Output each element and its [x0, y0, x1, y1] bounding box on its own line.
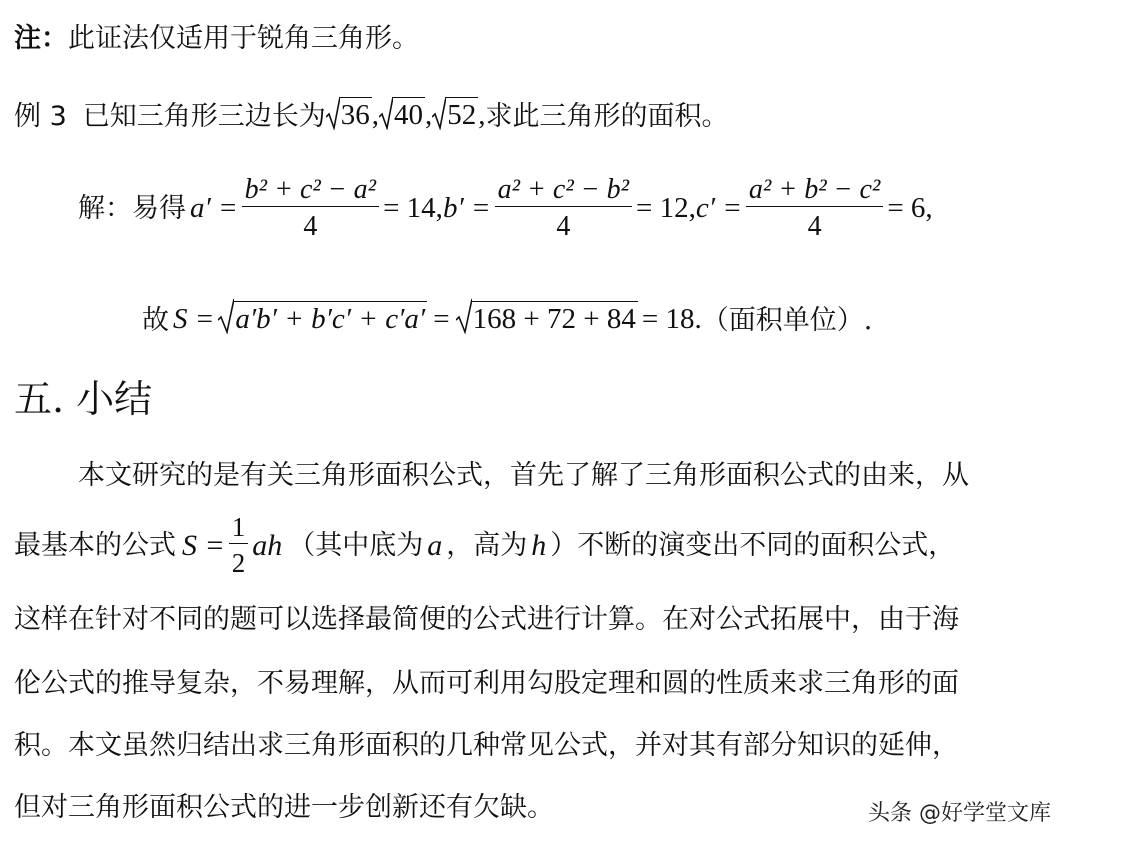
sqrt-52	[432, 96, 478, 130]
solution-label: 解：	[78, 193, 132, 224]
summary-line2-mid1: （其中底为	[288, 530, 424, 561]
frac3-result: = 6,	[887, 192, 933, 224]
frac3-denominator: 4	[807, 211, 822, 242]
frac3-numerator: a² + b² − c²	[748, 174, 881, 205]
frac2-lhs: b′ =	[442, 192, 491, 224]
summary-line2-mid2: ，高为	[446, 530, 528, 561]
summary-line-4: 伦公式的推导复杂，不易理解，从而可利用勾股定理和圆的性质来求三角形的面	[14, 668, 959, 699]
formula-fraction	[229, 514, 249, 577]
solution-line-1	[78, 176, 933, 241]
frac1	[242, 176, 379, 241]
summary-line-1: 本文研究的是有关三角形面积公式，首先了解了三角形面积公式的由来，从	[78, 460, 969, 491]
sqrt-area-2	[456, 298, 638, 334]
area-unit: （面积单位）.	[701, 305, 873, 336]
watermark: 头条 @好学堂文库	[868, 801, 1051, 826]
sqrt-40	[379, 96, 425, 130]
summary-line-2	[14, 514, 955, 577]
equals-sign: =	[433, 303, 450, 335]
frac1-denominator: 4	[303, 211, 318, 242]
frac2-denominator: 4	[556, 211, 571, 242]
frac2-result: = 12,	[636, 192, 696, 224]
summary-line-3: 这样在针对不同的题可以选择最简便的公式进行计算。在对公式拓展中，由于海	[14, 604, 959, 635]
section-heading: 五. 小结	[14, 377, 153, 421]
area-lhs: S =	[173, 303, 215, 335]
note-label: 注：	[14, 23, 68, 54]
example-3-line: 例 3 已知三角形三边长为 36 , 40 , 52 , 求此三角形的面积。	[14, 96, 729, 130]
note-line	[14, 25, 419, 52]
sqrt-area-1	[218, 298, 427, 334]
root-expression-1: a′b′ + b′c′ + c′a′	[235, 302, 426, 335]
root-expression-2: 168 + 72 + 84	[472, 302, 636, 335]
area-result: = 18.	[641, 303, 702, 335]
example-label: 例 3	[14, 101, 67, 132]
formula-numerator: 1	[231, 512, 246, 542]
formula-lhs: S =	[182, 528, 225, 562]
side-1: 36	[340, 98, 370, 131]
frac3-lhs: c′ =	[695, 192, 742, 224]
frac2	[495, 176, 632, 241]
var-a: a	[427, 528, 443, 562]
summary-line2-pre: 最基本的公式	[14, 530, 176, 561]
example-text-after: 求此三角形的面积。	[485, 101, 729, 132]
sqrt-36	[326, 96, 372, 130]
frac1-result: = 14,	[383, 192, 443, 224]
side-3: 52	[447, 98, 477, 131]
note-text: 此证法仅适用于锐角三角形。	[68, 23, 419, 54]
summary-line-6: 但对三角形面积公式的进一步创新还有欠缺。	[14, 792, 554, 823]
formula-rhs: ah	[252, 528, 283, 562]
formula-denominator: 2	[231, 548, 246, 578]
frac2-numerator: a² + c² − b²	[497, 174, 630, 205]
solution-line2-lead: 故	[142, 305, 169, 336]
frac1-numerator: b² + c² − a²	[244, 174, 377, 205]
var-h: h	[531, 528, 547, 562]
solution-line-2	[142, 298, 872, 334]
frac1-lhs: a′ =	[190, 192, 238, 224]
summary-line-5: 积。本文虽然归结出求三角形面积的几种常见公式，并对其有部分知识的延伸，	[14, 730, 959, 761]
solution-lead: 易得	[132, 193, 186, 224]
side-2: 40	[394, 98, 424, 131]
frac3	[746, 176, 883, 241]
summary-line2-post: ）不断的演变出不同的面积公式，	[550, 530, 956, 561]
example-text-before: 已知三角形三边长为	[82, 101, 326, 132]
